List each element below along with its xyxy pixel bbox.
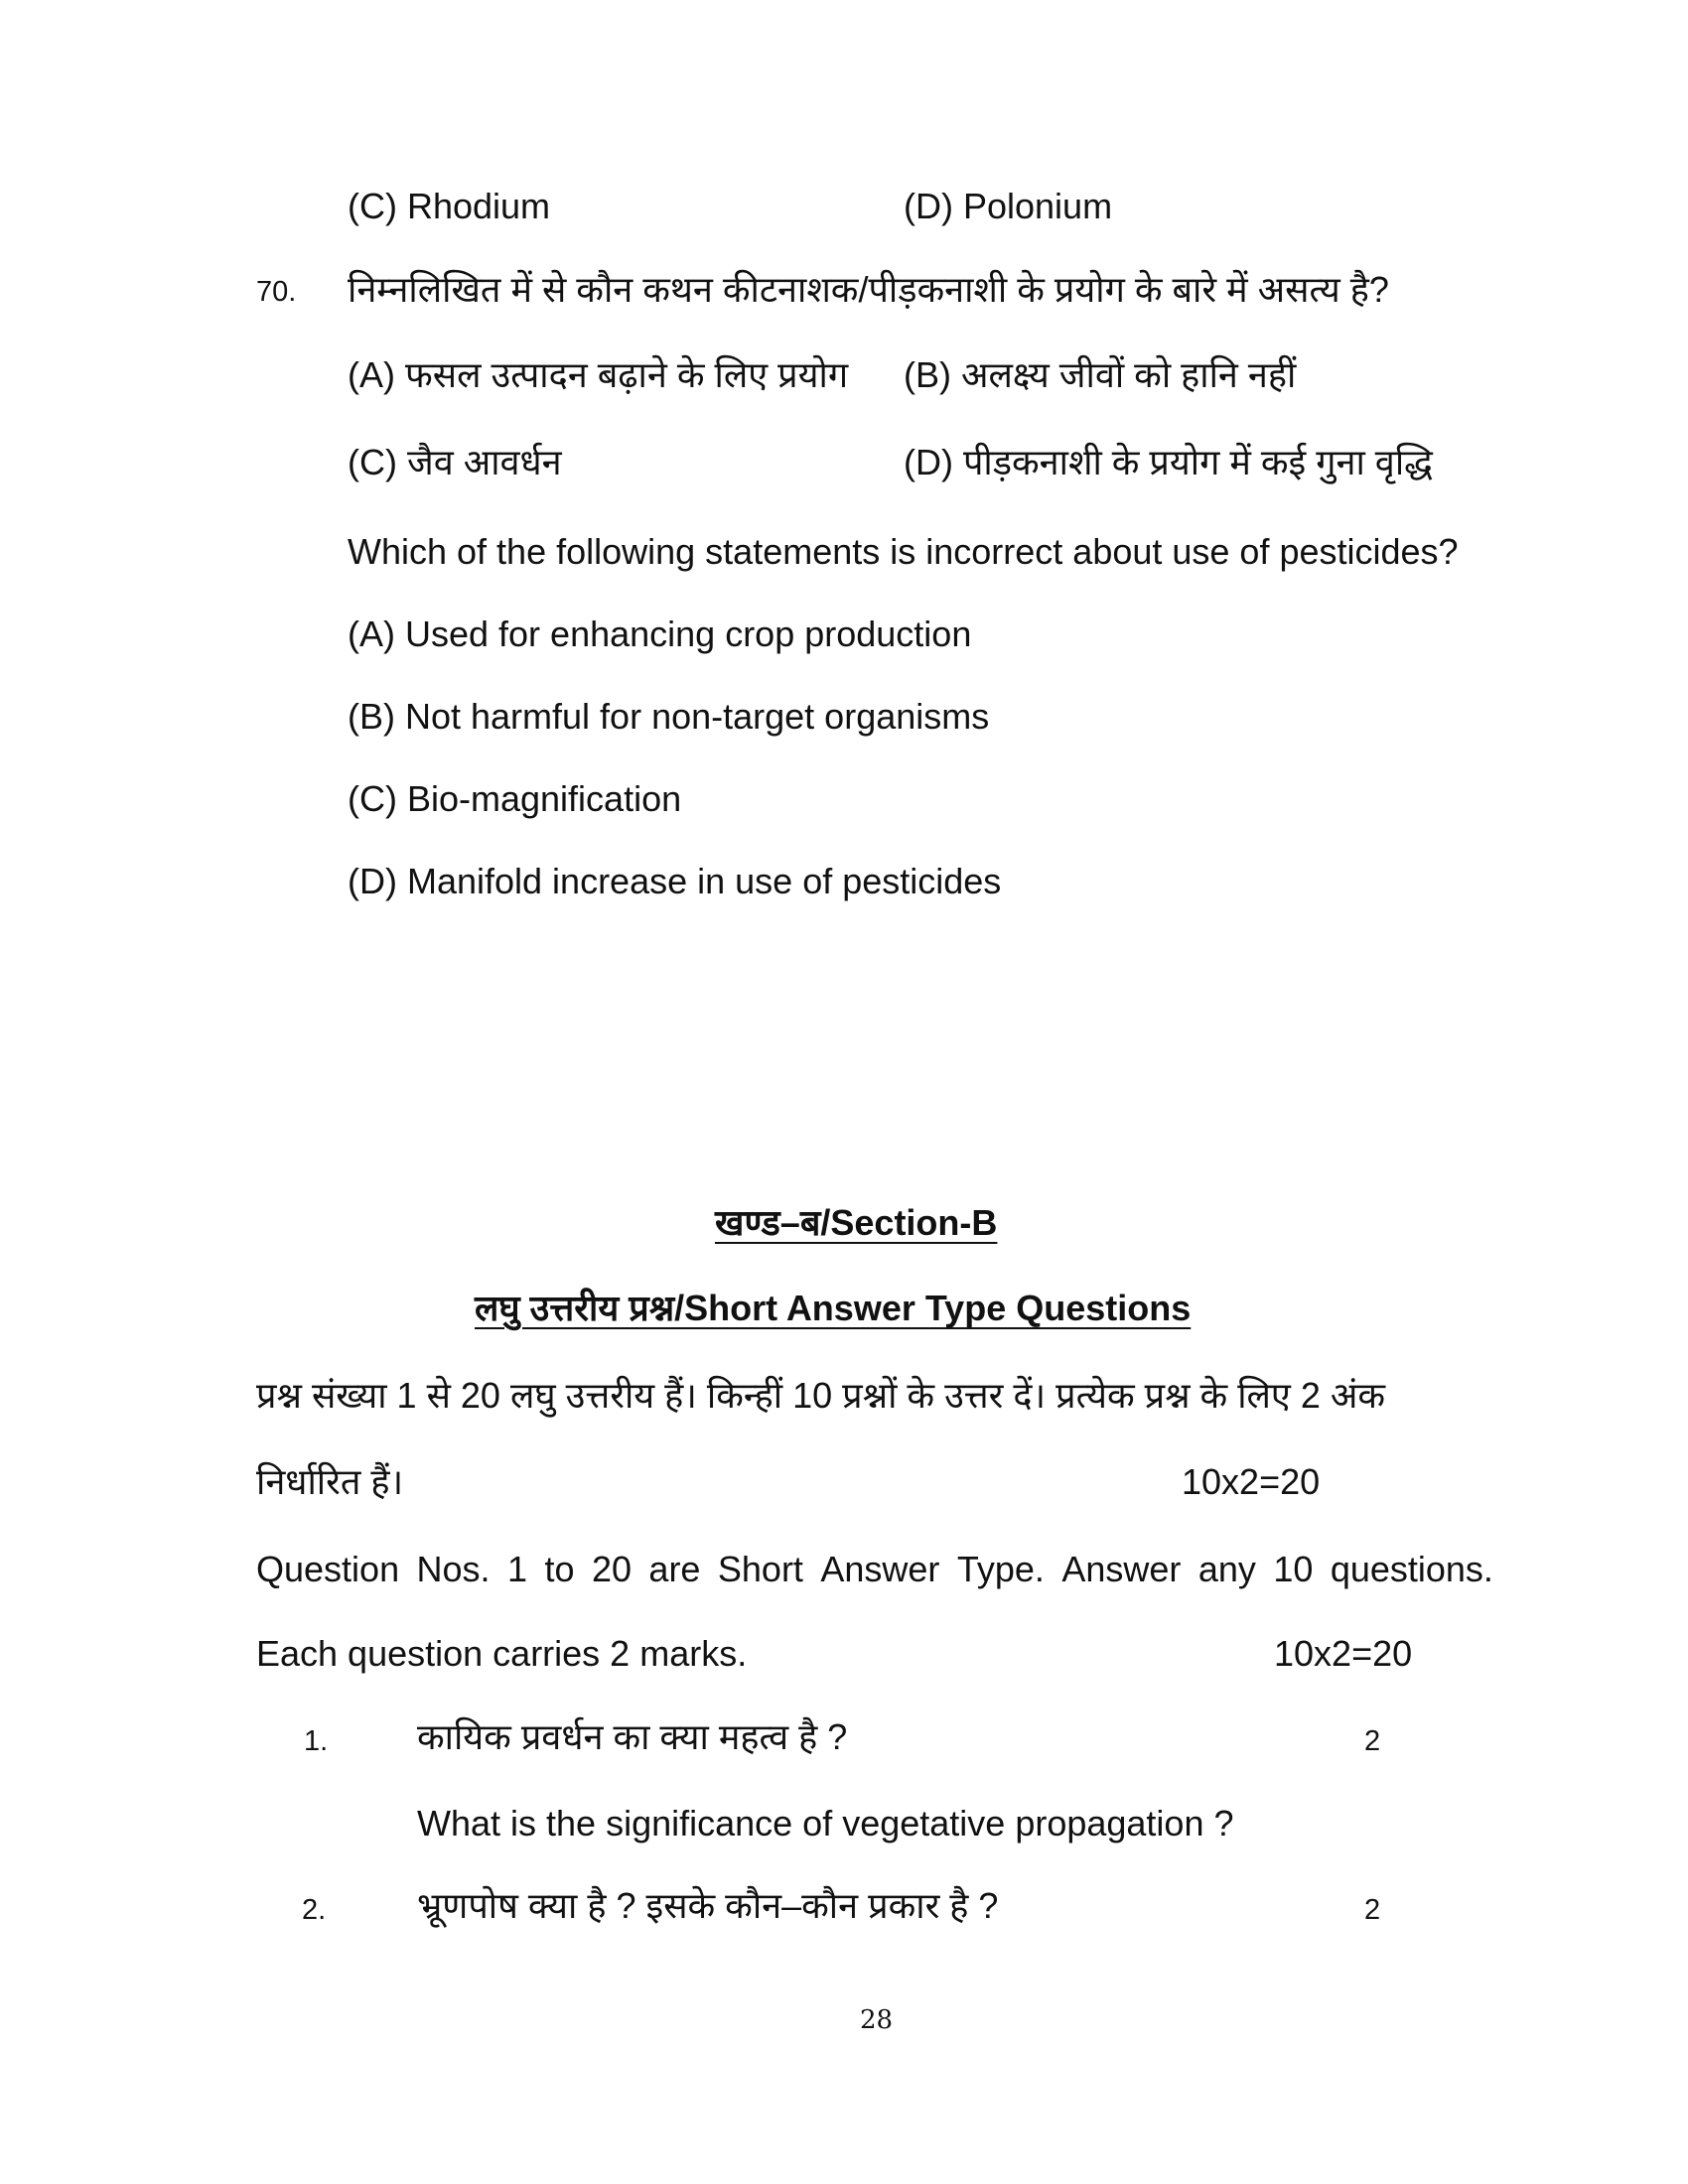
page-number: 28 (860, 2005, 894, 2035)
q70-option-c-hi: (C) जैव आवर्धन (348, 442, 562, 482)
instructions-hi-line2: निर्धारित हैं। (256, 1461, 404, 1502)
instructions-en-word: Type. (956, 1549, 1045, 1589)
instructions-hi-line1: प्रश्न संख्या 1 से 20 लघु उत्तरीय हैं। किन्हीं 10 प्रश्नों के उत्तर दें। प्रत्येक प्रश्न के लिए 2 अंक (256, 1375, 1386, 1416)
instructions-en-word: Short (717, 1549, 803, 1589)
marks-hi: 10x2=20 (1182, 1461, 1321, 1502)
q70-option-d-en: (D) Manifold increase in use of pesticides (348, 861, 1002, 901)
instructions-en-word: to (544, 1549, 575, 1589)
q69-option-c: (C) Rhodium (348, 186, 551, 226)
question-text-hi: कायिक प्रवर्धन का क्या महत्व है ? (417, 1716, 848, 1757)
question-marks: 2 (1364, 1725, 1381, 1757)
instructions-en-word: any (1197, 1549, 1256, 1589)
question-number: 2. (302, 1894, 327, 1926)
q70-option-c-en: (C) Bio-magnification (348, 778, 682, 819)
q70-question-en: Which of the following statements is incorrect about use of pesticides? (348, 531, 1459, 572)
instructions-en-word: Question (256, 1549, 400, 1589)
q70-option-d-hi: (D) पीड़कनाशी के प्रयोग में कई गुना वृद्धि (904, 442, 1433, 482)
question-marks: 2 (1364, 1894, 1381, 1926)
marks-en: 10x2=20 (1274, 1633, 1413, 1674)
q69-option-d: (D) Polonium (904, 186, 1113, 226)
instructions-en-word: 1 (507, 1549, 528, 1589)
q70-option-b-hi: (B) अलक्ष्य जीवों को हानि नहीं (904, 354, 1297, 395)
instructions-en-word: Answer (820, 1549, 940, 1589)
instructions-en-word: Nos. (416, 1549, 491, 1589)
question-number: 1. (304, 1725, 329, 1757)
question-text-en: What is the significance of vegetative propagation ? (417, 1803, 1234, 1843)
q70-option-a-hi: (A) फसल उत्पादन बढ़ाने के लिए प्रयोग (348, 354, 849, 395)
q70-question-hi: निम्नलिखित में से कौन कथन कीटनाशक/पीड़कनाशी के प्रयोग के बारे में असत्य है? (348, 269, 1389, 310)
instructions-en-word: 10 (1273, 1549, 1314, 1589)
instructions-en-line1 (256, 1549, 1493, 1589)
q70-option-b-en: (B) Not harmful for non-target organisms (348, 696, 990, 737)
q70-number: 70. (256, 276, 297, 308)
section-subtitle: लघु उत्तरीय प्रश्न/Short Answer Type Questions (475, 1288, 1192, 1328)
instructions-en-word: are (648, 1549, 701, 1589)
instructions-en-word: 20 (591, 1549, 632, 1589)
section-title: खण्ड–ब/Section-B (715, 1202, 998, 1243)
question-text-hi: भ्रूणपोष क्या है ? इसके कौन–कौन प्रकार है ? (417, 1885, 999, 1926)
instructions-en-word: Answer (1061, 1549, 1182, 1589)
q70-option-a-en: (A) Used for enhancing crop production (348, 614, 972, 654)
instructions-en-word: questions. (1330, 1549, 1493, 1589)
instructions-en-line2: Each question carries 2 marks. (256, 1633, 748, 1674)
